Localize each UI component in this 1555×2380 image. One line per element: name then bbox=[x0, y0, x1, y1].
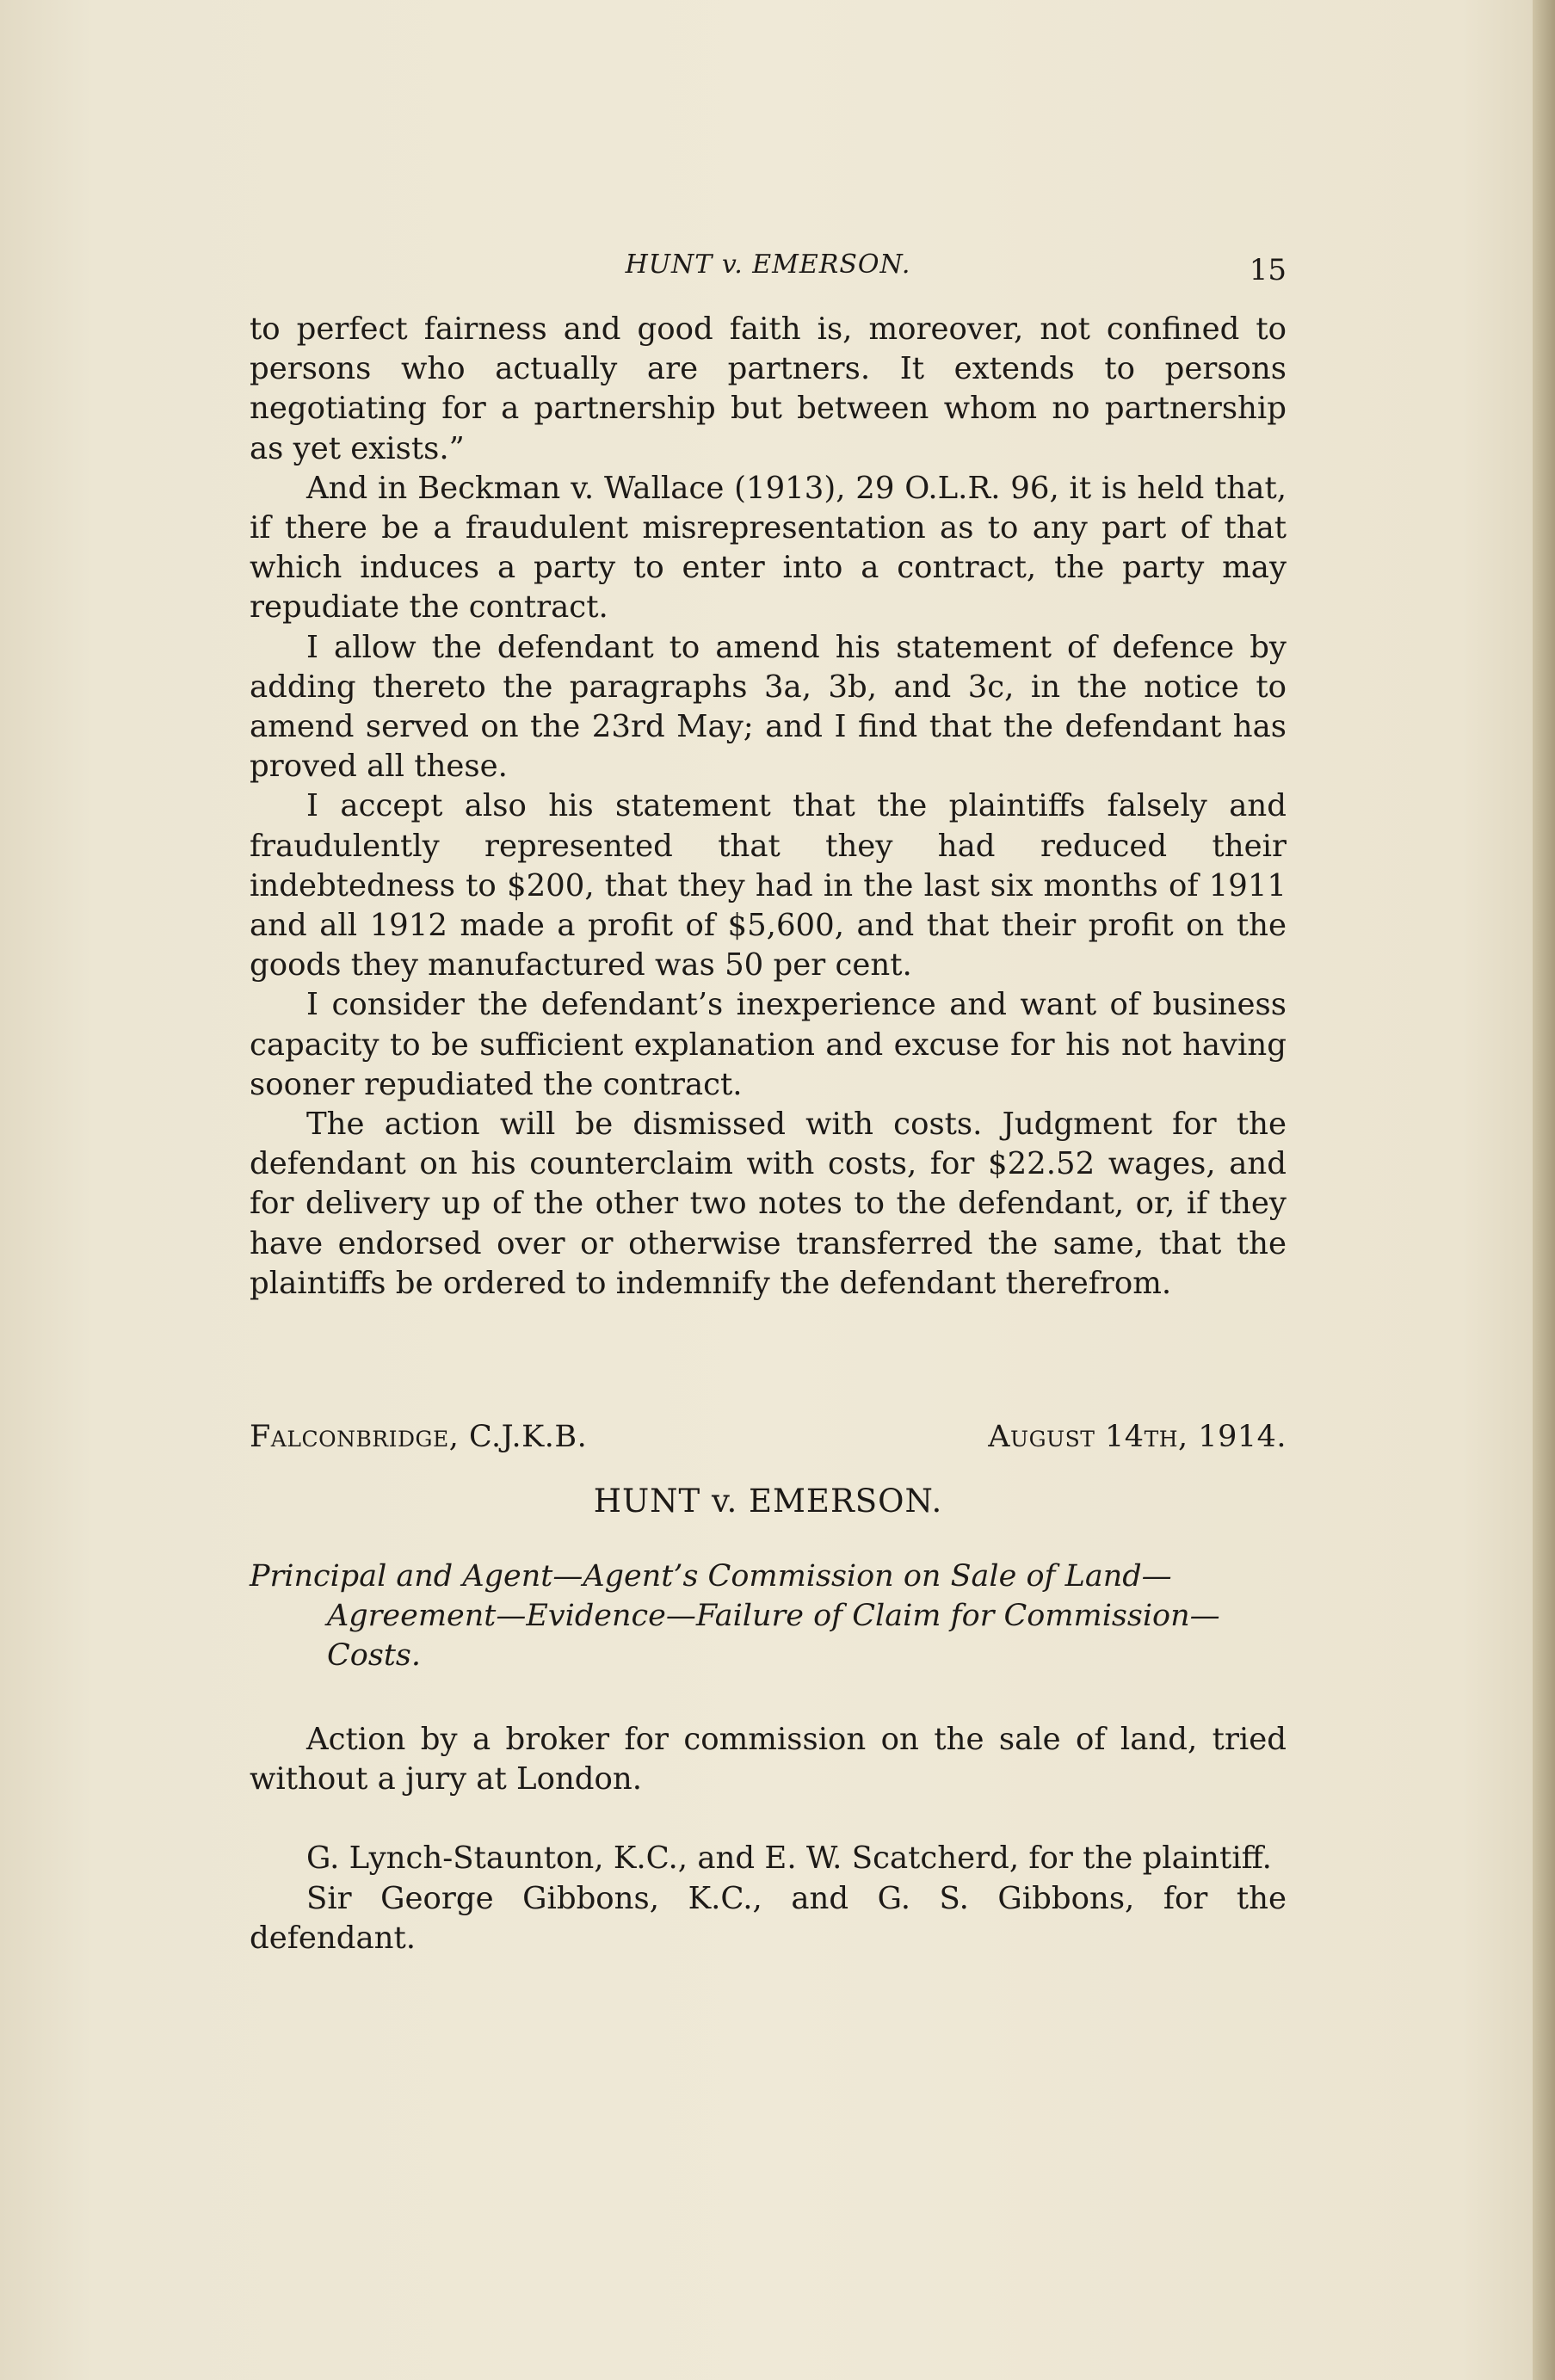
counsel-plaintiff: G. Lynch-Staunton, K.C., and E. W. Scatcherd, for the plaintiff. bbox=[306, 1840, 1272, 1877]
judge-date-line bbox=[250, 1417, 1287, 1457]
headnote: Principal and Agent—Agent’s Commission on Sale of Land—Agreement—Evidence—Failure of Claim for Commission—Costs. bbox=[250, 1559, 1220, 1674]
page-number: 15 bbox=[1249, 253, 1287, 287]
counsel-defendant: Sir George Gibbons, K.C., and G. S. Gibbons, for the defendant. bbox=[250, 1880, 1287, 1956]
text-block bbox=[250, 250, 1287, 1958]
book-spine-edge bbox=[1533, 0, 1555, 2380]
running-head bbox=[250, 250, 1287, 310]
paragraph-accept: I accept also his statement that the plaintiffs falsely and fraudulently represented that they had reduced their indebtedness to $200, that they had in the last six months of 1911 and all 1912 made a profit of $5,600, and that their profit on the goods they manufactured was 50 per cent. bbox=[250, 788, 1287, 983]
paragraph-judgment: The action will be dismissed with costs. Judgment for the defendant on his counterclaim with costs, for $22.52 wages, and for delivery up of the other two notes to the defendant, or, if they have endorsed over or otherwise transferred the same, that the plaintiffs be ordered to indemnify the defendant therefrom. bbox=[250, 1107, 1287, 1301]
judge-name: Falconbridge, C.J.K.B. bbox=[250, 1420, 588, 1455]
case-title: HUNT v. EMERSON. bbox=[593, 1483, 943, 1520]
paragraph-continued: to perfect fairness and good faith is, moreover, not confined to persons who actually are partners. It extends to persons negotiating for a partnership but between whom no partnership as yet exists.” bbox=[250, 311, 1287, 466]
paragraph-beckman: And in Beckman v. Wallace (1913), 29 O.L.R. 96, it is held that, if there be a fraudulent misrepresentation as to any part of that which induces a party to enter into a contract, the party may repudiate the contract. bbox=[250, 470, 1287, 626]
action-description: Action by a broker for commission on the sale of land, tried without a jury at London. bbox=[250, 1722, 1287, 1797]
paragraph-amend: I allow the defendant to amend his statement of defence by adding thereto the paragraphs 3a, 3b, and 3c, in the notice to amend served on the 23rd May; and I find that the defendant has proved all these. bbox=[250, 629, 1287, 785]
running-head-title: HUNT v. EMERSON. bbox=[625, 250, 911, 280]
decision-date: August 14th, 1914. bbox=[988, 1420, 1287, 1455]
paragraph-consider: I consider the defendant’s inexperience and want of business capacity to be sufficient explanation and excuse for his not having sooner repudiated the contract. bbox=[250, 987, 1287, 1102]
